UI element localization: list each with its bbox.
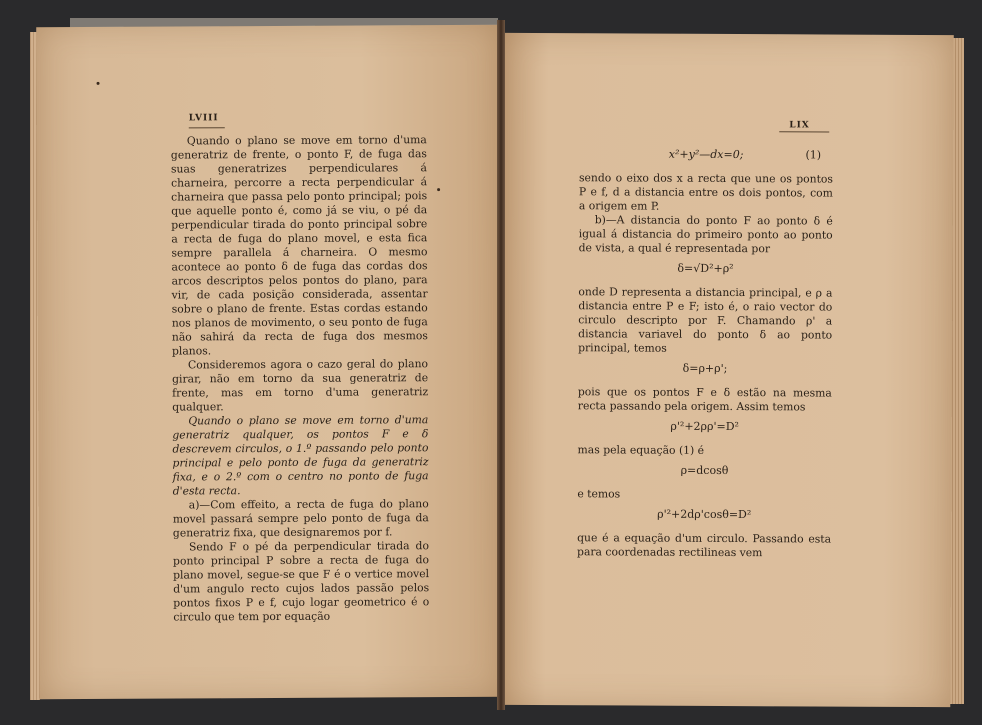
right-page-text <box>577 141 833 560</box>
paragraph: Quando o plano se move em torno d'uma generatriz de frente, o ponto F, de fuga das suas generatrizes perpendiculares á charneira, percorre a recta perpendicular á charneira que passa pelo ponto principal; pois que aquelle ponto é, como já se viu, o pé da perpendicular tirada do ponto principal sobre a recta de fuga do plano movel, e esta fica sempre parallela á charneira. O mesmo acontece ao ponto δ de fuga das cordas dos arcos descriptos pelos pontos do plano, para vir, de cada posição considerada, assentar sobre o plano de frente. Estas cordas estando nos planos de movimento, o seu ponto de fuga não sahirá da recta de fuga dos mesmos planos. <box>170 133 428 358</box>
left-page <box>36 25 502 699</box>
paragraph: pois que os pontos F e δ estão na mesma recta passando pela origem. Assim temos <box>577 385 832 414</box>
equation-1 <box>579 147 833 162</box>
paragraph: sendo o eixo dos x a recta que une os pontos P e f, d a distancia entre os dois pontos, com a origem em P. <box>578 171 834 213</box>
paragraph: b)—A distancia do ponto F ao ponto δ é igual á distancia do primeiro ponto ao ponto de vista, a qual é representada por <box>578 213 833 256</box>
paragraph: e temos <box>577 487 621 501</box>
header-rule <box>779 131 829 132</box>
paragraph: a)—Com effeito, a recta de fuga do plano movel passará sempre pelo ponto de fuga da generatriz fixa, que designaremos por f. <box>172 497 429 540</box>
paper-speck <box>97 82 100 85</box>
equation-5: ρ=dcosθ <box>680 463 729 478</box>
equation-text: x²+y²—dx=0; <box>668 147 744 162</box>
right-page <box>500 33 954 707</box>
book-spine <box>497 20 505 710</box>
equation-2: δ=√D²+ρ² <box>677 261 734 276</box>
equation-4: ρ'²+2ρρ'=D² <box>670 419 740 434</box>
paragraph: mas pela equação (1) é <box>577 443 705 457</box>
equation-number: (1) <box>805 148 822 162</box>
paragraph: Sendo F o pé da perpendicular tirada do ponto principal P sobre a recta de fuga do plano movel, segue-se que F é o vertice movel d'um angulo recto cujos lados passão pelos pontos fixos P e f, cujo logar geometrico é o circulo que tem por equação <box>173 539 430 624</box>
header-rule <box>189 127 225 128</box>
paper-speck <box>437 188 440 191</box>
paragraph: Consideremos agora o cazo geral do plano girar, não em torno da sua generatriz de frente, mas em torno d'uma generatriz qualquer. <box>172 357 429 414</box>
paragraph: que é a equação d'um circulo. Passando esta para coordenadas rectilineas vem <box>577 531 832 560</box>
paragraph: onde D representa a distancia principal, e ρ a distancia entre P e F; isto é, o raio vector do circulo descripto por F. Chamando ρ' a distancia variavel do ponto δ ao ponto principal, temos <box>578 285 833 355</box>
page-header-right: LIX <box>789 120 810 131</box>
left-page-text <box>171 133 430 624</box>
equation-3: δ=ρ+ρ'; <box>682 361 728 376</box>
equation-6: ρ'²+2dρ'cosθ=D² <box>657 507 752 522</box>
page-header-left: LVIII <box>188 113 219 124</box>
theorem-paragraph: Quando o plano se move em torno d'uma generatriz qualquer, os pontos F e δ descrevem circulos, o 1.º passando pelo ponto principal e pelo ponto de fuga da generatriz fixa, e o 2.º com o centro no ponto de fuga d'esta recta. <box>172 413 429 498</box>
